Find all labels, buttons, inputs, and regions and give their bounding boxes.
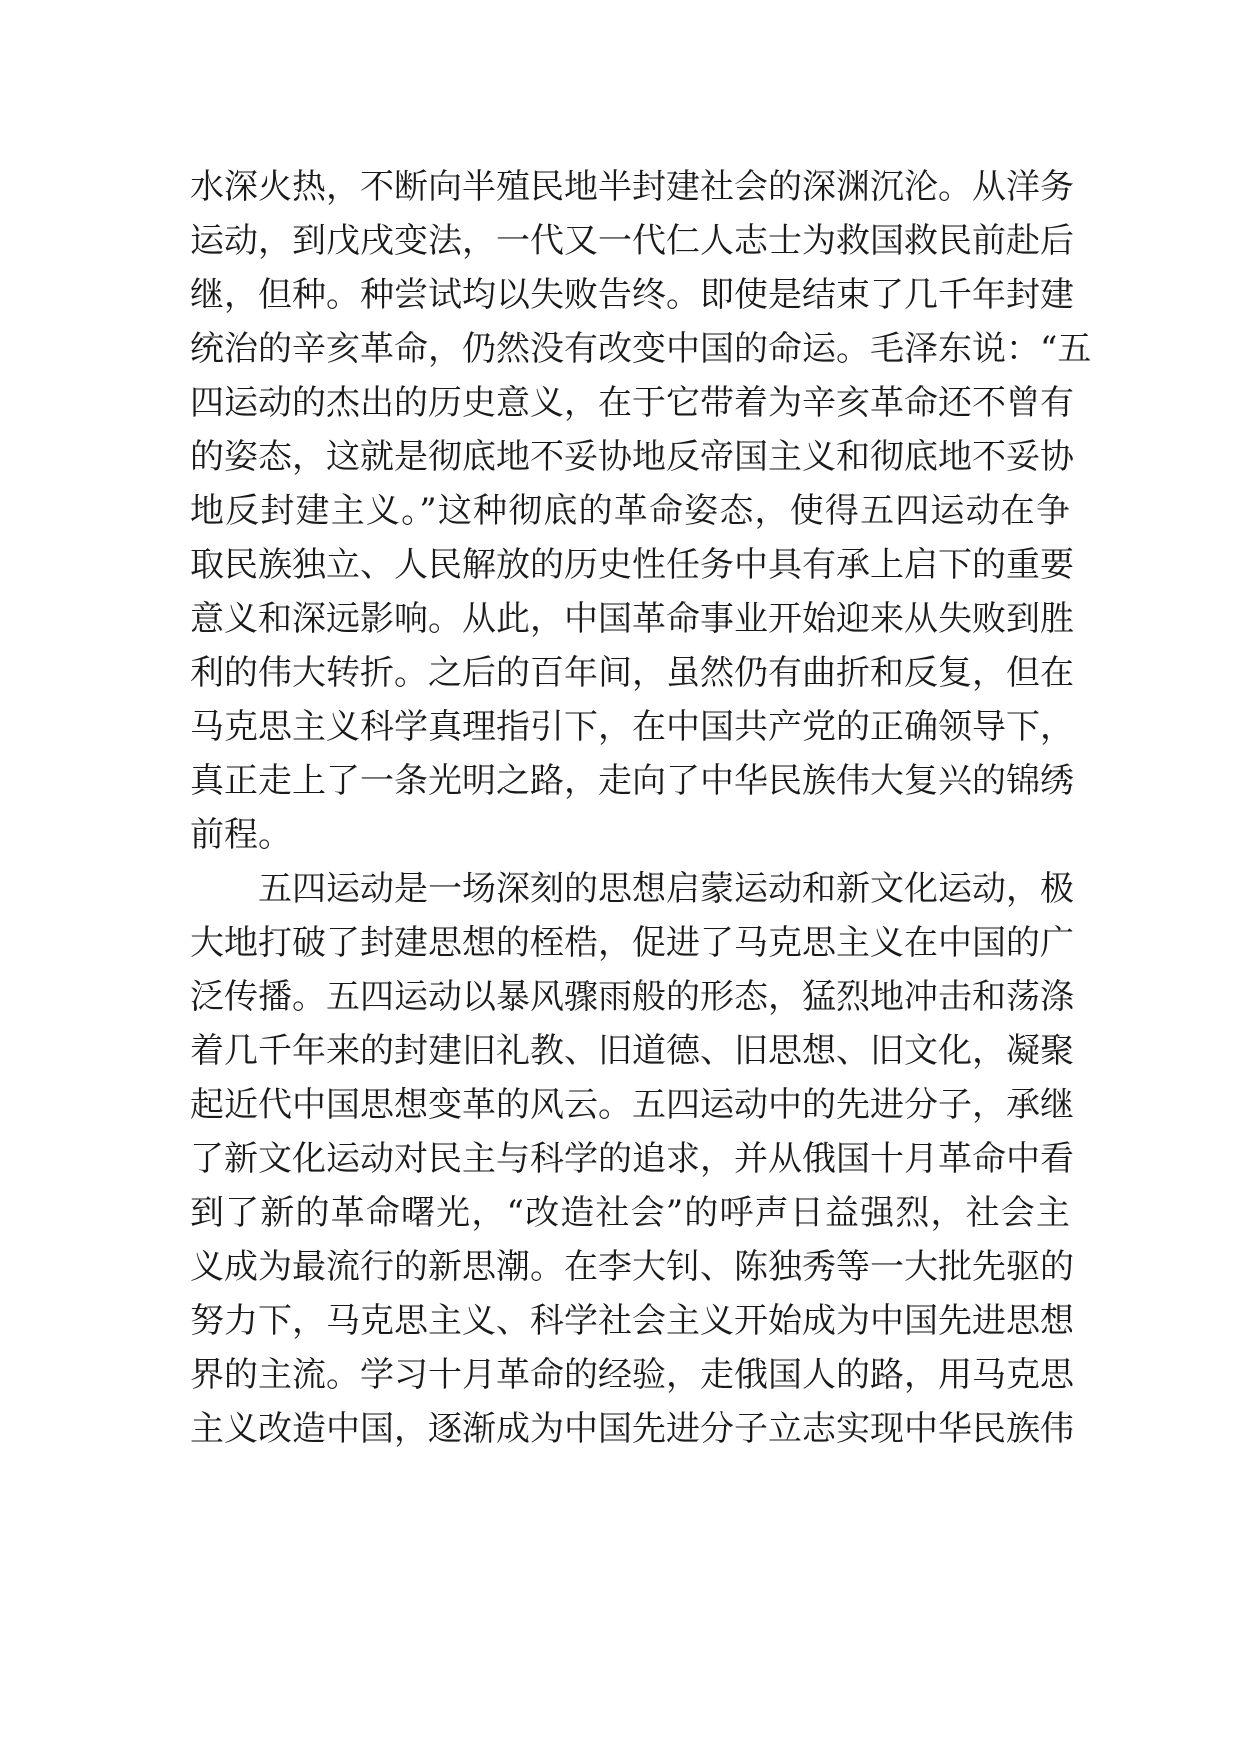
text-line: 马克思主义科学真理指引下，在中国共产党的正确领导下， [190,707,1074,747]
text-line: 继，但种。种尝试均以失败告终。即使是结束了几千年封建 [190,275,1074,315]
text-line: 界的主流。学习十月革命的经验，走俄国人的路，用马克思 [190,1355,1074,1395]
text-line: 统治的辛亥革命，仍然没有改变中国的命运。毛泽东说：“五 [190,329,1092,369]
text-line: 到了新的革命曙光，“改造社会”的呼声日益强烈，社会主 [190,1193,1070,1233]
text-line: 水深火热，不断向半殖民地半封建社会的深渊沉沦。从洋务 [190,167,1074,207]
text-line: 起近代中国思想变革的风云。五四运动中的先进分子，承继 [190,1085,1074,1125]
text-line: 五四运动是一场深刻的思想启蒙运动和新文化运动，极 [190,869,1074,909]
text-line: 利的伟大转折。之后的百年间，虽然仍有曲折和反复，但在 [190,653,1074,693]
text-line: 意义和深远影响。从此，中国革命事业开始迎来从失败到胜 [190,599,1074,639]
body-text [190,160,1092,1456]
text-line: 着几千年来的封建旧礼教、旧道德、旧思想、旧文化，凝聚 [190,1031,1074,1071]
paragraph [190,862,1074,1456]
paragraph [190,160,1092,862]
text-line: 了新文化运动对民主与科学的追求，并从俄国十月革命中看 [190,1139,1074,1179]
text-line: 主义改造中国，逐渐成为中国先进分子立志实现中华民族伟 [190,1409,1074,1449]
text-line: 的姿态，这就是彻底地不妥协地反帝国主义和彻底地不妥协 [190,437,1074,477]
text-line: 大地打破了封建思想的桎梏，促进了马克思主义在中国的广 [190,923,1074,963]
text-line: 四运动的杰出的历史意义，在于它带着为辛亥革命还不曾有 [190,383,1074,423]
text-line: 努力下，马克思主义、科学社会主义开始成为中国先进思想 [190,1301,1074,1341]
text-line: 取民族独立、人民解放的历史性任务中具有承上启下的重要 [190,545,1074,585]
text-line: 运动，到戊戌变法，一代又一代仁人志士为救国救民前赴后 [190,221,1074,261]
text-line: 义成为最流行的新思潮。在李大钊、陈独秀等一大批先驱的 [190,1247,1074,1287]
text-line: 泛传播。五四运动以暴风骤雨般的形态，猛烈地冲击和荡涤 [190,977,1074,1017]
text-line: 前程。 [190,815,292,855]
text-line: 真正走上了一条光明之路，走向了中华民族伟大复兴的锦绣 [190,761,1074,801]
text-line: 地反封建主义。”这种彻底的革命姿态，使得五四运动在争 [190,491,1070,531]
